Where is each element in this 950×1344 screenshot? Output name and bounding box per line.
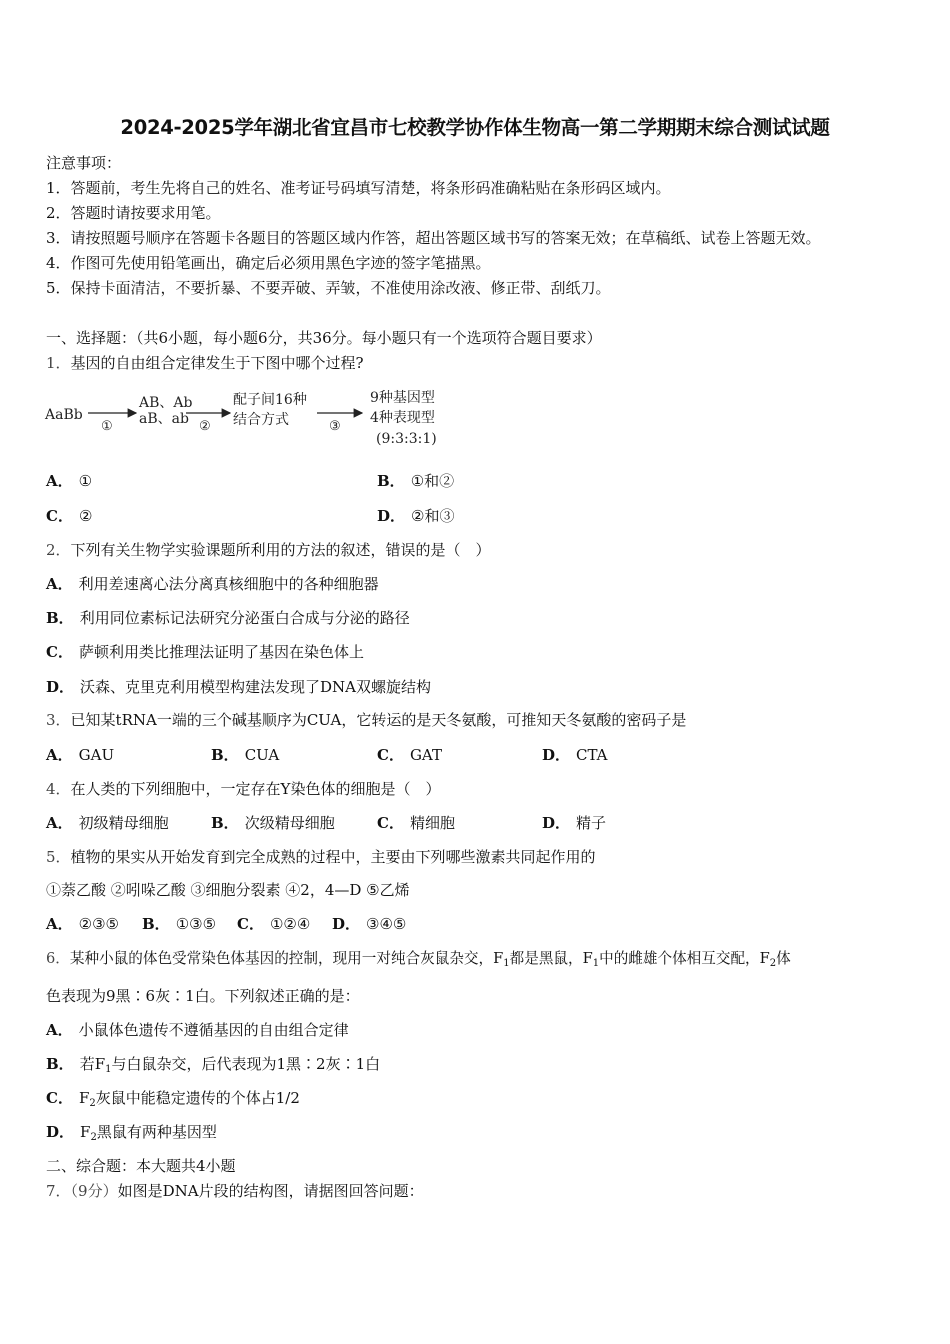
question-number: 4． [46, 780, 71, 798]
option-text: ③④⑤ [366, 915, 407, 933]
option-text: 利用同位素标记法研究分泌蛋白合成与分泌的路径 [79, 609, 410, 627]
option-text: 萨顿利用类比推理法证明了基因在染色体上 [78, 643, 364, 661]
option-label: A． [46, 814, 73, 832]
question-number: 6． [46, 950, 70, 967]
option-label: C． [46, 507, 73, 525]
option-label: D． [46, 678, 75, 696]
option-text: 精子 [576, 814, 607, 832]
stem-part: 中的雌雄个体相互交配，F [599, 950, 770, 967]
q4-option-c[interactable] [377, 812, 455, 833]
question-6 [46, 947, 791, 969]
subscript: 1 [503, 958, 510, 969]
option-text: ②和③ [411, 507, 455, 525]
option-text: GAU [78, 746, 115, 764]
question-1 [46, 352, 364, 373]
option-text: ② [78, 507, 93, 525]
option-text: F [78, 1089, 90, 1107]
option-text: ②③⑤ [78, 915, 119, 933]
option-text: 黑鼠有两种基因型 [96, 1123, 217, 1141]
option-label: D． [542, 814, 571, 832]
question-stem: 如图是DNA片段的结构图，请据图回答问题： [117, 1182, 424, 1200]
option-text: F [80, 1123, 91, 1141]
gametes-line-2: aB、ab [139, 411, 189, 427]
subscript: 1 [592, 958, 600, 969]
option-label: C． [237, 915, 264, 933]
question-5 [46, 846, 596, 867]
exam-title: 2024-2025学年湖北省宜昌市七校教学协作体生物高一第二学期期末综合测试试题 [120, 116, 830, 139]
option-label: C． [377, 814, 404, 832]
notice-heading: 注意事项： [46, 154, 122, 172]
q2-option-a[interactable] [46, 573, 379, 594]
q4-option-b[interactable] [211, 812, 335, 833]
notice-item-2: 2．答题时请按要求用笔。 [46, 204, 221, 222]
question-number: 2． [46, 541, 71, 559]
option-text: 沃森、克里克利用模型构建法发现了DNA双螺旋结构 [80, 678, 432, 696]
subscript: 2 [90, 1132, 97, 1143]
subscript: 1 [105, 1064, 112, 1075]
option-label: D． [542, 746, 571, 764]
option-text: 小鼠体色遗传不遵循基因的自由组合定律 [78, 1021, 349, 1039]
notice-item-3: 3．请按照题号顺序在答题卡各题目的答题区域内作答，超出答题区域书写的答案无效；在草稿纸、试卷上答题无效。 [46, 229, 821, 247]
q6-option-a[interactable] [46, 1019, 349, 1040]
option-label: A． [46, 746, 73, 764]
option-text: 利用差速离心法分离真核细胞中的各种细胞器 [78, 575, 379, 593]
subscript: 2 [89, 1098, 96, 1109]
section-2-heading: 二、综合题：本大题共4小题 [46, 1157, 236, 1175]
question-stem: 已知某tRNA一端的三个碱基顺序为CUA，它转运的是天冬氨酸，可推知天冬氨酸的密码子是 [70, 711, 687, 729]
step-1-label: ① [101, 419, 113, 434]
question-stem: 基因的自由组合定律发生于下图中哪个过程? [70, 354, 364, 372]
option-text: ①和② [410, 472, 455, 490]
q6-stem-line-2: 色表现为9黑∶6灰∶1白。下列叙述正确的是： [46, 987, 360, 1005]
option-label: A． [46, 575, 73, 593]
step-3-label: ③ [329, 419, 341, 434]
option-label: B． [377, 472, 405, 490]
stem-part: 都是黑鼠，F [509, 950, 593, 967]
q4-option-d[interactable] [542, 812, 606, 833]
inheritance-process-diagram [44, 388, 464, 450]
notice-item-4: 4．作图可先使用铅笔画出，确定后必须用黑色字迹的签字笔描黑。 [46, 254, 491, 272]
end-line-1: 9种基因型 [370, 390, 435, 406]
question-number: 7． [46, 1182, 71, 1200]
genotype-aabb: AaBb [45, 407, 83, 423]
option-text: 次级精母细胞 [244, 814, 335, 832]
option-label: B． [211, 814, 239, 832]
option-text: 精细胞 [409, 814, 455, 832]
option-text: 与白鼠杂交，后代表现为1黑∶2灰∶1白 [111, 1055, 381, 1073]
option-text: CUA [244, 746, 280, 764]
option-text: ① [78, 472, 93, 490]
option-label: B． [211, 746, 239, 764]
option-text: 若F [79, 1055, 106, 1073]
option-label: D． [332, 915, 361, 933]
question-4 [46, 778, 440, 799]
notice-item-1: 1．答题前，考生先将自己的姓名、准考证号码填写清楚，将条形码准确粘贴在条形码区域内。 [46, 179, 671, 197]
option-text: ①②④ [269, 915, 311, 933]
q2-option-c[interactable] [46, 641, 364, 662]
q3-option-a[interactable] [46, 744, 114, 765]
option-text: 初级精母细胞 [78, 814, 169, 832]
question-7 [46, 1180, 424, 1201]
q3-option-d[interactable] [542, 744, 608, 765]
q5-option-b[interactable] [142, 913, 216, 934]
question-stem: 在人类的下列细胞中，一定存在Y染色体的细胞是（ ） [70, 780, 441, 798]
end-line-3: (9:3:3:1) [376, 431, 437, 447]
q1-option-d[interactable] [377, 505, 454, 526]
question-number: 1． [46, 354, 71, 372]
option-text: GAT [409, 746, 442, 764]
option-label: C． [46, 1089, 73, 1107]
question-number: 3． [46, 711, 71, 729]
q6-option-c[interactable] [46, 1087, 300, 1109]
question-stem: 下列有关生物学实验课题所利用的方法的叙述，错误的是（ ） [70, 541, 491, 559]
notice-item-5: 5．保持卡面清洁，不要折暴、不要弄破、弄皱，不准使用涂改液、修正带、刮纸刀。 [46, 279, 611, 297]
q5-items: ①萘乙酸 ②吲哚乙酸 ③细胞分裂素 ④2，4—D ⑤乙烯 [46, 881, 410, 899]
option-label: D． [377, 507, 406, 525]
step-2-label: ② [199, 419, 211, 434]
subscript: 2 [769, 958, 777, 969]
q6-option-d[interactable] [46, 1121, 217, 1143]
q6-option-b[interactable] [46, 1053, 380, 1075]
q1-option-b[interactable] [377, 470, 454, 491]
q1-option-a[interactable] [46, 470, 92, 491]
stem-part: 某种小鼠的体色受常染色体基因的控制，现用一对纯合灰鼠杂交，F [69, 950, 504, 967]
gametes-line-1: AB、Ab [139, 395, 193, 411]
q1-option-c[interactable] [46, 505, 92, 526]
question-stem: 植物的果实从开始发育到完全成熟的过程中，主要由下列哪些激素共同起作用的 [70, 848, 596, 866]
question-score: （9分） [70, 1182, 118, 1200]
end-line-2: 4种表现型 [370, 410, 435, 426]
option-label: C． [377, 746, 404, 764]
section-1-heading: 一、选择题：（共6小题，每小题6分，共36分。每小题只有一个选项符合题目要求） [46, 329, 602, 347]
question-3 [46, 709, 686, 730]
q2-option-d[interactable] [46, 676, 431, 697]
option-label: A． [46, 1021, 73, 1039]
option-label: B． [46, 1055, 74, 1073]
option-label: C． [46, 643, 73, 661]
option-label: D． [46, 1123, 75, 1141]
q2-option-b[interactable] [46, 607, 410, 628]
option-label: A． [46, 915, 73, 933]
q5-option-c[interactable] [237, 913, 310, 934]
q3-option-c[interactable] [377, 744, 442, 765]
mid-line-2: 结合方式 [233, 412, 289, 428]
option-text: ①③⑤ [175, 915, 217, 933]
question-2 [46, 539, 491, 560]
q4-option-a[interactable] [46, 812, 169, 833]
question-number: 5． [46, 848, 71, 866]
mid-line-1: 配子间16种 [233, 392, 307, 408]
stem-part: 体 [776, 950, 791, 967]
option-label: B． [46, 609, 74, 627]
option-text: CTA [576, 746, 608, 764]
q3-option-b[interactable] [211, 744, 279, 765]
q5-option-d[interactable] [332, 913, 406, 934]
q5-option-a[interactable] [46, 913, 119, 934]
option-label: A． [46, 472, 73, 490]
option-text: 灰鼠中能稳定遗传的个体占1/2 [95, 1089, 300, 1107]
option-label: B． [142, 915, 170, 933]
